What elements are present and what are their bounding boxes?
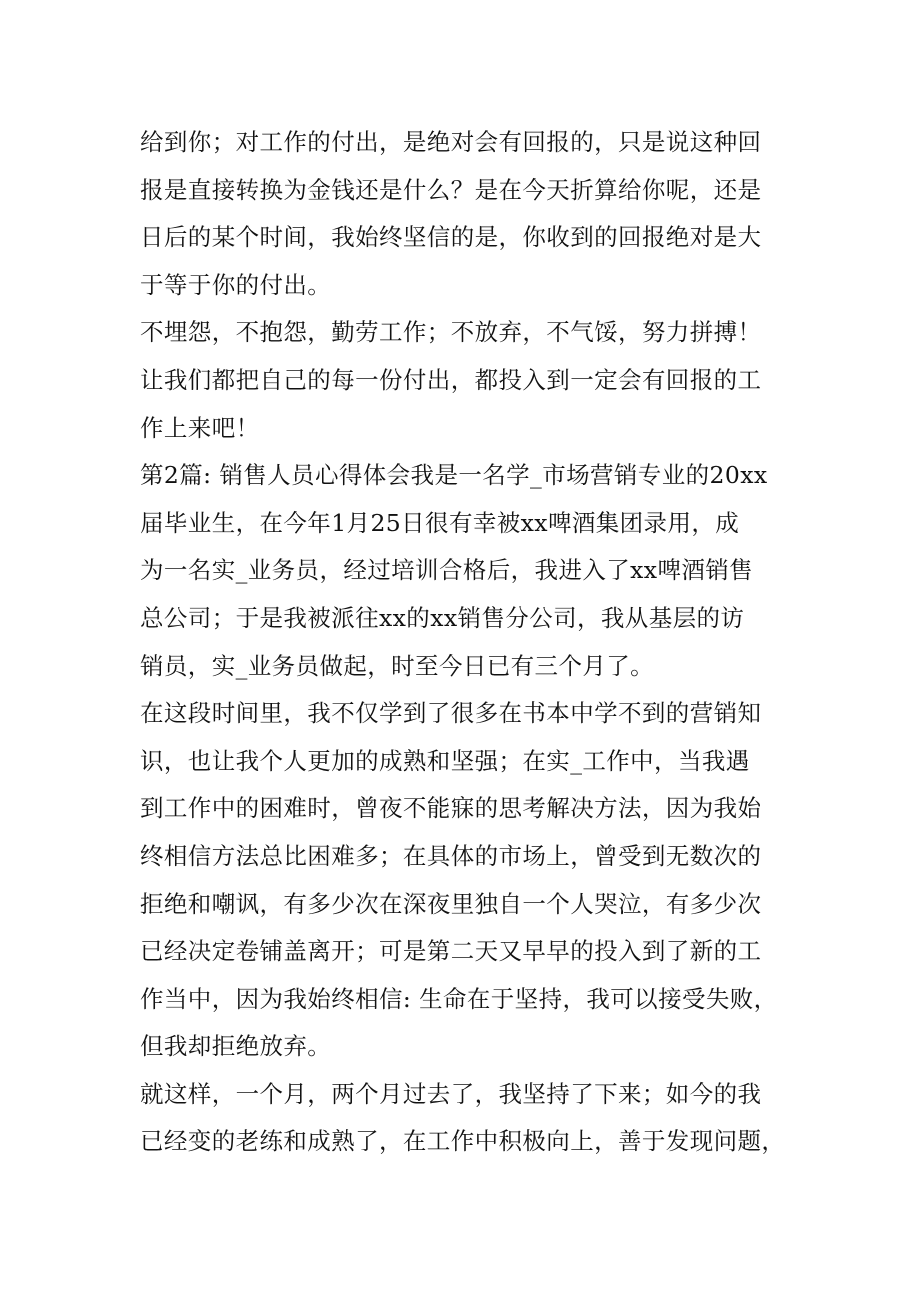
text-line: 到工作中的困难时，曾夜不能寐的思考解决方法，因为我始 (140, 794, 762, 823)
text-line: 已经决定卷铺盖离开；可是第二天又早早的投入到了新的工 (140, 937, 762, 966)
text-line: 销员，实_业务员做起，时至今日已有三个月了。 (140, 651, 655, 680)
text-line: 作当中，因为我始终相信: 生命在于坚持，我可以接受失败， (140, 984, 778, 1013)
text-line: 已经变的老练和成熟了，在工作中积极向上，善于发现问题， (140, 1127, 786, 1156)
text-line: 让我们都把自己的每一份付出，都投入到一定会有回报的工 (140, 365, 762, 394)
text-line: 报是直接转换为金钱还是什么？是在今天折算给你呢，还是 (140, 175, 762, 204)
text-line: 作上来吧！ (140, 413, 260, 442)
text-line: 总公司；于是我被派往xx的xx销售分公司，我从基层的访 (140, 603, 745, 632)
text-line: 但我却拒绝放弃。 (140, 1032, 332, 1061)
text-line: 终相信方法总比困难多；在具体的市场上，曾受到无数次的 (140, 841, 762, 870)
text-line: 于等于你的付出。 (140, 270, 332, 299)
section-heading-line: 第2篇: 销售人员心得体会我是一名学_市场营销专业的20xx (140, 461, 768, 490)
text-line: 拒绝和嘲讽，有多少次在深夜里独自一个人哭泣，有多少次 (140, 889, 762, 918)
text-line: 识，也让我个人更加的成熟和坚强；在实_工作中，当我遇 (140, 746, 750, 775)
text-line: 日后的某个时间，我始终坚信的是，你收到的回报绝对是大 (140, 223, 762, 252)
text-line: 届毕业生，在今年1月25日很有幸被xx啤酒集团录用，成 (140, 508, 740, 537)
text-line: 不埋怨，不抱怨，勤劳工作；不放弃，不气馁，努力拼搏！ (140, 318, 762, 347)
text-line: 为一名实_业务员，经过培训合格后，我进入了xx啤酒销售 (140, 556, 754, 585)
text-line: 就这样，一个月，两个月过去了，我坚持了下来；如今的我 (140, 1079, 762, 1108)
text-line: 给到你；对工作的付出，是绝对会有回报的，只是说这种回 (140, 128, 762, 156)
text-line: 在这段时间里，我不仅学到了很多在书本中学不到的营销知 (140, 699, 762, 728)
document-body (140, 119, 790, 1166)
